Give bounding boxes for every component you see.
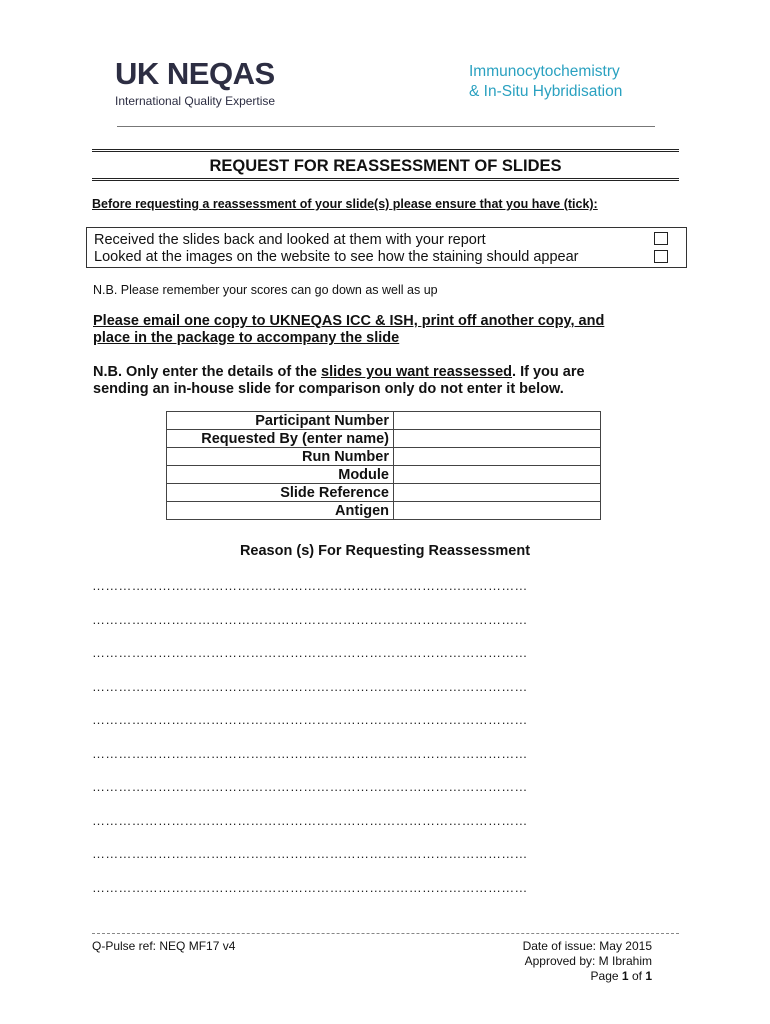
reason-line[interactable]: ……………………………………………………………………………………… [92, 612, 528, 627]
department-line-2: & In-Situ Hybridisation [469, 83, 623, 100]
slides-to-reassess-emphasis: slides you want reassessed [321, 364, 513, 380]
uk-neqas-logo [115, 58, 275, 108]
qpulse-reference: Q-Pulse ref: NEQ MF17 v4 [92, 939, 236, 953]
table-row [167, 484, 601, 502]
tick-checkbox-slides-returned[interactable] [654, 232, 668, 245]
participant-number-label: Participant Number [167, 412, 394, 430]
document-control-info [523, 939, 652, 984]
email-instructions [93, 313, 604, 347]
details-note-line-2: sending an in-house slide for comparison only do not enter it below. [93, 381, 564, 397]
slide-reference-label: Slide Reference [167, 484, 394, 502]
table-row [167, 502, 601, 520]
scores-note: N.B. Please remember your scores can go down as well as up [93, 283, 438, 297]
run-number-label: Run Number [167, 448, 394, 466]
logo-wordmark: UK NEQAS [115, 56, 275, 91]
department-name [469, 62, 622, 102]
tick-checkbox-images-viewed[interactable] [654, 250, 668, 263]
module-field[interactable] [394, 466, 601, 484]
header-divider [117, 126, 655, 127]
page-title: REQUEST FOR REASSESSMENT OF SLIDES [209, 157, 562, 175]
table-row [167, 430, 601, 448]
checklist-item-slides-returned: Received the slides back and looked at them with your report [94, 232, 486, 248]
reason-line[interactable]: ……………………………………………………………………………………… [92, 813, 528, 828]
antigen-label: Antigen [167, 502, 394, 520]
footer-divider [92, 933, 679, 934]
checklist-box [86, 227, 687, 268]
requested-by-label: Requested By (enter name) [167, 430, 394, 448]
run-number-field[interactable] [394, 448, 601, 466]
participant-number-field[interactable] [394, 412, 601, 430]
reason-line[interactable]: ……………………………………………………………………………………… [92, 712, 528, 727]
slide-details-table [166, 411, 601, 520]
logo-tagline: International Quality Expertise [115, 94, 276, 108]
details-note-line-1: N.B. Only enter the details of the slides you want reassessed. If you are [93, 364, 585, 380]
title-band [92, 149, 679, 181]
date-of-issue: Date of issue: May 2015 [522, 939, 652, 953]
checklist-item-images-viewed: Looked at the images on the website to see how the staining should appear [94, 249, 579, 265]
antigen-field[interactable] [394, 502, 601, 520]
table-row [167, 412, 601, 430]
table-row [167, 466, 601, 484]
email-instructions-line-2: place in the package to accompany the slide [93, 330, 400, 346]
module-label: Module [167, 466, 394, 484]
email-instructions-line-1: Please email one copy to UKNEQAS ICC & ISH, print off another copy, and [93, 313, 605, 329]
reason-line[interactable]: ……………………………………………………………………………………… [92, 679, 528, 694]
reason-line[interactable]: ……………………………………………………………………………………… [92, 880, 528, 895]
page-number: Page 1 of 1 [590, 969, 652, 983]
table-row [167, 448, 601, 466]
reason-line[interactable]: ……………………………………………………………………………………… [92, 779, 528, 794]
department-line-1: Immunocytochemistry [469, 63, 620, 80]
reason-line[interactable]: ……………………………………………………………………………………… [92, 645, 528, 660]
reason-line[interactable]: ……………………………………………………………………………………… [92, 578, 528, 593]
details-note [93, 364, 585, 398]
requested-by-field[interactable] [394, 430, 601, 448]
approved-by: Approved by: M Ibrahim [524, 954, 652, 968]
slide-reference-field[interactable] [394, 484, 601, 502]
reason-line[interactable]: ……………………………………………………………………………………… [92, 746, 528, 761]
reason-line[interactable]: ……………………………………………………………………………………… [92, 846, 528, 861]
before-instructions: Before requesting a reassessment of your slide(s) please ensure that you have (tick): [92, 197, 598, 211]
reason-heading: Reason (s) For Requesting Reassessment [239, 543, 531, 559]
